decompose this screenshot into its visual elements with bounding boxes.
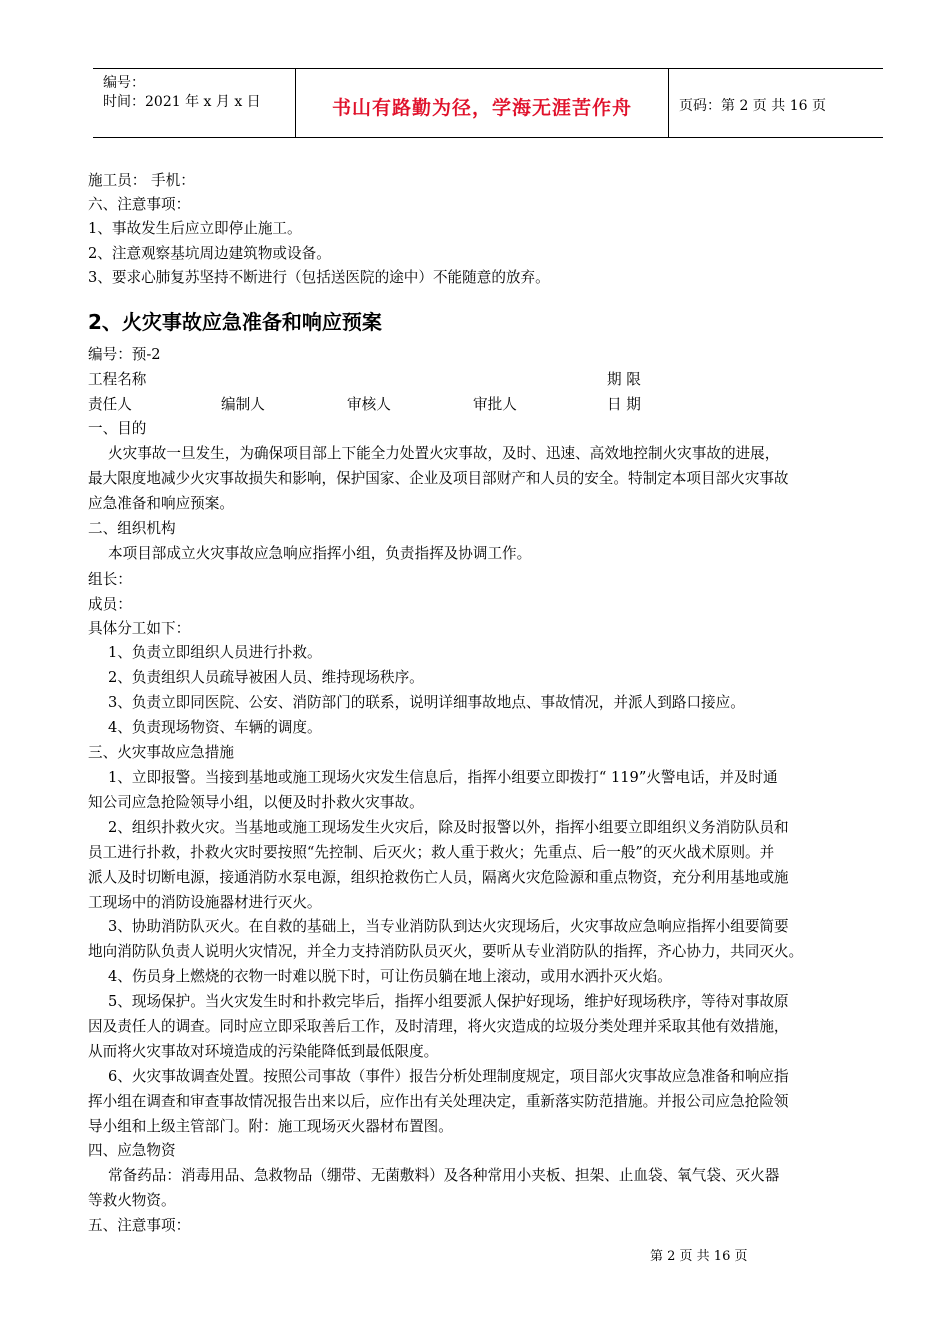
paragraph-line: 等救火物资。 (88, 1192, 176, 1209)
header-page-label: 页码：第 2 页 共 16 页 (679, 98, 826, 114)
header-motto: 书山有路勤为径，学海无涯苦作舟 (331, 97, 632, 119)
measure-line: 3、协助消防队灭火。在自救的基础上，当专业消防队到达火灾现场后，火灾事故应急响应指挥小组要简要 (108, 918, 789, 935)
document-number-label: 编号： (103, 75, 145, 91)
approver-label: 审批人 (473, 396, 517, 413)
members-label: 成员： (88, 596, 132, 613)
paragraph-line: 常备药品：消毒用品、急救物品（绷带、无菌敷料）及各种常用小夹板、担架、止血袋、氧气袋、灭火器 (108, 1167, 780, 1184)
division-item: 4、负责现场物资、车辆的调度。 (108, 719, 322, 736)
measure-line: 2、组织扑救火灾。当基地或施工现场发生火灾后，除及时报警以外，指挥小组要立即组织义务消防队员和 (108, 819, 789, 836)
measure-line: 4、伤员身上燃烧的衣物一时难以脱下时，可让伤员躺在地上滚动，或用水洒扑灭火焰。 (108, 968, 672, 985)
document-time-label: 时间：2021 年 x 月 x 日 (103, 94, 261, 110)
section-heading: 三、火灾事故应急措施 (88, 744, 234, 761)
date-label: 日 期 (607, 396, 641, 413)
section-heading: 四、应急物资 (88, 1142, 176, 1159)
period-label: 期 限 (607, 371, 641, 388)
division-heading: 具体分工如下： (88, 620, 191, 637)
paragraph-line: 本项目部成立火灾事故应急响应指挥小组，负责指挥及协调工作。 (108, 545, 532, 562)
note-item: 3、要求心肺复苏坚持不断进行（包括送医院的途中）不能随意的放弃。 (88, 269, 550, 286)
responsible-label: 责任人 (88, 396, 132, 413)
measure-line: 5、现场保护。当火灾发生时和扑救完毕后，指挥小组要派人保护好现场，维护好现场秩序，等待对事故原 (108, 993, 789, 1010)
plan-title: 2、火灾事故应急准备和响应预案 (88, 310, 382, 334)
measure-line: 因及责任人的调查。同时应立即采取善后工作，及时清理，将火灾造成的垃圾分类处理并采取其他有效措施， (88, 1018, 789, 1035)
header-right-cell (669, 69, 883, 137)
notes-heading: 六、注意事项： (88, 196, 191, 213)
division-item: 2、负责组织人员疏导被困人员、维持现场秩序。 (108, 669, 424, 686)
note-item: 2、注意观察基坑周边建筑物或设备。 (88, 245, 331, 262)
section-heading: 二、组织机构 (88, 520, 176, 537)
measure-line: 从而将火灾事故对环境造成的污染能降低到最低限度。 (88, 1043, 439, 1060)
worker-phone-line: 施工员： 手机： (88, 172, 195, 189)
header-center-cell (295, 69, 669, 137)
paragraph-line: 应急准备和响应预案。 (88, 495, 234, 512)
section-heading: 一、目的 (88, 420, 147, 437)
measure-line: 挥小组在调查和审查事故情况报告出来以后，应作出有关处理决定，重新落实防范措施。并报公司应急抢险领 (88, 1093, 789, 1110)
paragraph-line: 最大限度地减少火灾事故损失和影响，保护国家、企业及项目部财产和人员的安全。特制定本项目部火灾事故 (88, 470, 789, 487)
compiler-label: 编制人 (221, 396, 265, 413)
measure-line: 地向消防队负责人说明火灾情况，并全力支持消防队员灭火，要听从专业消防队的指挥，齐心协力，共同灭火。 (88, 943, 804, 960)
measure-line: 工现场中的消防设施器材进行灭火。 (88, 894, 322, 911)
measure-line: 1、立即报警。当接到基地或施工现场火灾发生信息后，指挥小组要立即拨打“ 119”火警电话，并及时通 (108, 769, 778, 786)
plan-code: 编号：预-2 (88, 346, 161, 363)
division-item: 1、负责立即组织人员进行扑救。 (108, 644, 322, 661)
measure-line: 导小组和上级主管部门。附：施工现场灭火器材布置图。 (88, 1118, 453, 1135)
measure-line: 6、火灾事故调查处置。按照公司事故（事件）报告分析处理制度规定，项目部火灾事故应急准备和响应指 (108, 1068, 789, 1085)
section-heading: 五、注意事项： (88, 1217, 191, 1234)
measure-line: 知公司应急抢险领导小组，以便及时扑救火灾事故。 (88, 794, 424, 811)
measure-line: 员工进行扑救，扑救火灾时要按照“先控制、后灭火；救人重于救火；先重点、后一般”的灭火战术原则。并 (88, 844, 775, 861)
page-footer: 第 2 页 共 16 页 (650, 1249, 748, 1264)
page-header (93, 68, 883, 138)
measure-line: 派人及时切断电源，接通消防水泵电源，组织抢救伤亡人员，隔离火灾危险源和重点物资，充分利用基地或施 (88, 869, 789, 886)
paragraph-line: 火灾事故一旦发生，为确保项目部上下能全力处置火灾事故，及时、迅速、高效地控制火灾事故的进展， (108, 445, 780, 462)
division-item: 3、负责立即同医院、公安、消防部门的联系，说明详细事故地点、事故情况，并派人到路口接应。 (108, 694, 745, 711)
reviewer-label: 审核人 (347, 396, 391, 413)
header-left-cell (93, 69, 295, 137)
leader-label: 组长： (88, 571, 132, 588)
note-item: 1、事故发生后应立即停止施工。 (88, 220, 302, 237)
project-name-label: 工程名称 (88, 371, 147, 388)
